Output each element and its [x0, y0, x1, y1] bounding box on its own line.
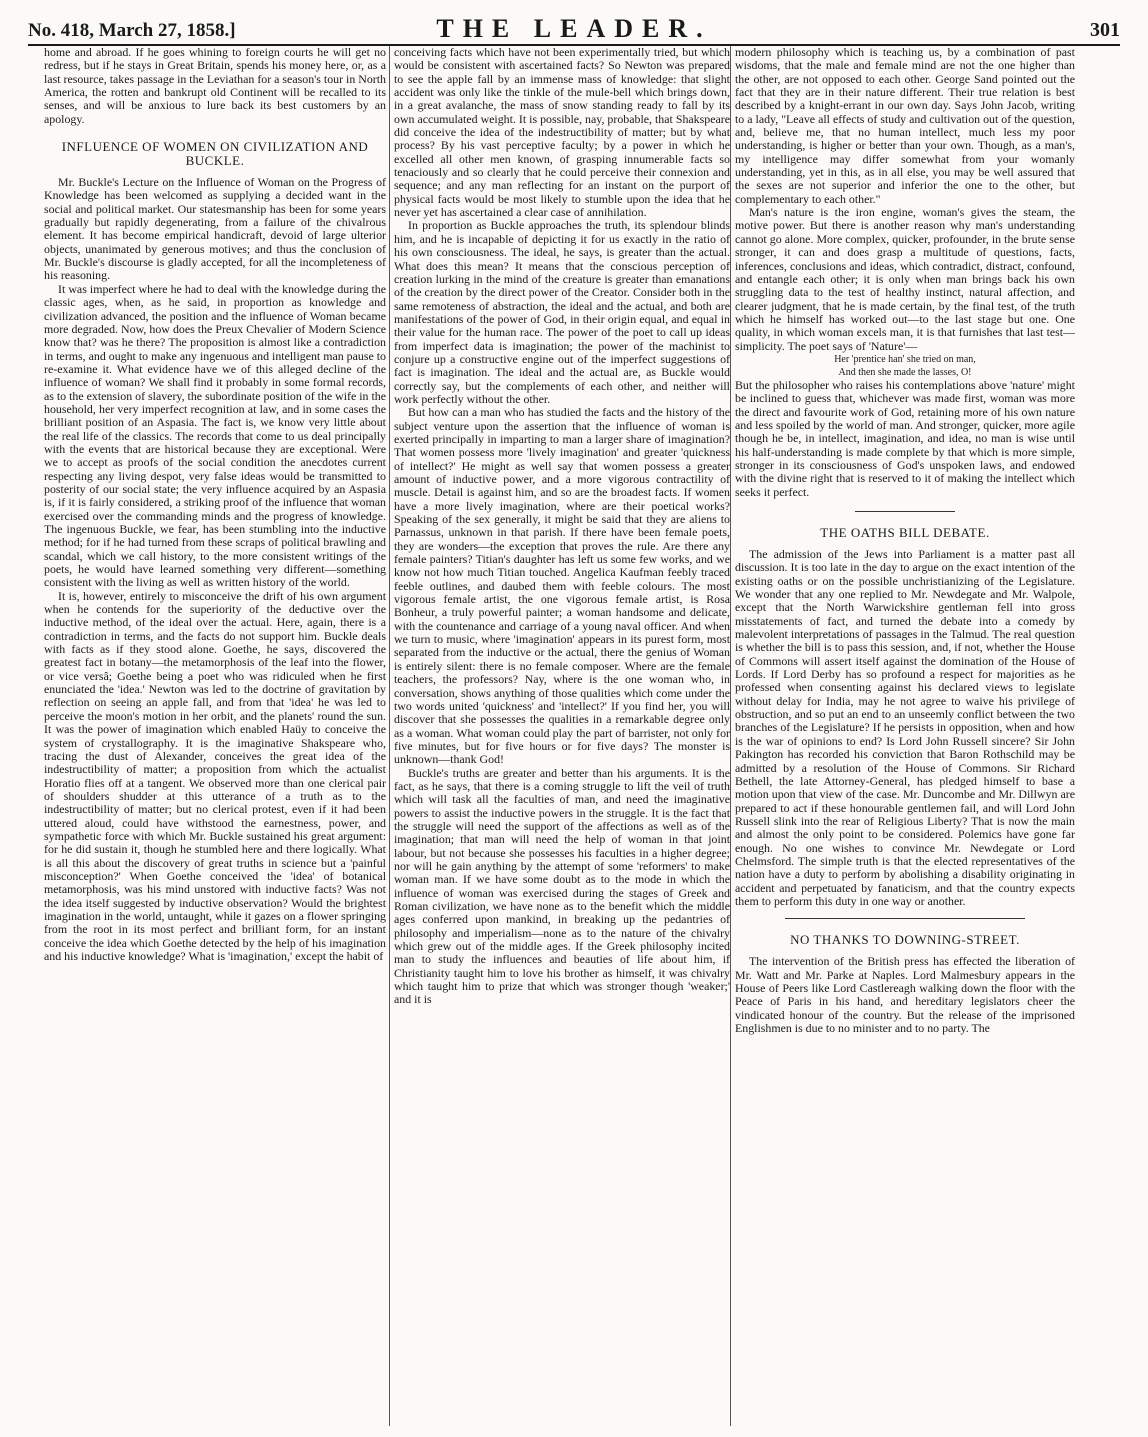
article-heading: THE OATHS BILL DEBATE. — [820, 525, 990, 540]
issue-date: No. 418, March 27, 1858.] — [28, 20, 236, 41]
paragraph: Buckle's truths are greater and better than his arguments. It is the fact, as he says, that there is a coming struggle to lift the veil of truth which will task all the faculties of man, and need the imaginative powers to assist the inductive powers in the struggle. It is the fact that the struggle will need the support of the affections as well as of the imagination; that man will need the help of woman in that joint labour, but not because she possesses his faculties in a higher degree; nor will he gain anything by the attempt of some 'reformers' to make woman man. If we have some doubt as to the mode in which the influence of woman was exercised during the stages of Greek and Roman civilization, we have none as to the benefit which the middle ages conferred upon mankind, in breaking up the pedantries of philosophy and imperialism—none as to the nature of the chivalry which grew out of the middle ages. If the Greek philosophy incited man to study the influences and beauties of life about him, if Christianity taught him to love his brother as himself, it was chivalry which taught him to prize that which was stronger though 'weaker;' and it is — [394, 765, 730, 1007]
paragraph: The intervention of the British press has effected the liberation of Mr. Watt and Mr. Parke at Naples. Lord Malmesbury appears in the House of Peers like Lord Castlereagh walking down the floor with the Peace of Paris in his hand, and hereditary legislators cheer the vindicated honour of the country. But the release of the imprisoned Englishmen is due to no minister and to no party. The — [735, 954, 1075, 1035]
page-number: 301 — [1090, 19, 1120, 41]
paragraph: home and abroad. If he goes whining to foreign courts he will get no redress, but if he stays in Great Britain, spends his money here, or, as a last resource, takes passage in the Leviathan for a season's tour in North America, the rotten and bankrupt old Continent will be recalled to its senses, and will be anxious to lure back its best customers by an apology. — [44, 46, 386, 126]
column-2 — [389, 46, 730, 1426]
masthead — [28, 8, 1120, 46]
section-divider — [785, 918, 1025, 919]
newspaper-title: THE LEADER. — [436, 14, 712, 43]
paragraph: modern philosophy which is teaching us, by a combination of past wisdoms, that the male and female mind are not the one higher than the other, are not opposed to each other. George Sand pointed out the fact that they are in their nature different. Their true relation is best described by a knight-errant in our own day. Says John Jacob, writing to a lady, "Leave all effects of study and cultivation out of the question, and, believe me, that no human intellect, much less my poor understanding, is higher or better than your own. Though, as a man's, my intelligence may differ somewhat from your womanly understanding, yet in this, as in all else, you may be well assured that the sexes are not superior and inferior the one to the other, but complementary to each other." — [735, 46, 1075, 206]
column-3 — [730, 46, 1075, 1426]
article-heading: INFLUENCE OF WOMEN ON CIVILIZATION AND BUCKLE. — [61, 139, 369, 169]
paragraph: Mr. Buckle's Lecture on the Influence of Woman on the Progress of Knowledge has been welcomed as supplying a decided want in the social and political market. Our statesmanship has been for some years gradually but rapidly degenerating, from a failure of the chivalrous element. It has become empirical handicraft, devoid of large ulterior objects, unanimated by generous motives; and thus the conclusion of Mr. Buckle's discourse is gladly accepted, for all the incompleteness of his reasoning. — [44, 175, 386, 283]
paragraph: It was imperfect where he had to deal with the knowledge during the classic ages, when, as he said, in proportion as knowledge and civilization advanced, the position and the influence of Woman became more degraded. Now, how does the Preux Chevalier of Modern Science know that? was he there? The proposition is almost like a contradiction in terms, and ought to make any ingenuous and intelligent man pause to re-examine it. What evidence have we of this alleged decline of the influence of woman? We shall find it probably in some formal records, as to the extension of slavery, the subordinate position of the wife in the household, her very imperfect recognition at law, and in some cases the brilliant position of an Aspasia. The fact is, we know very little about the real life of the classics. The records that come to us deal principally with the events that are historical because they are exceptional. Were we to accept as proofs of the social condition the anecdotes current respecting any living despot, very false ideas would be transmitted to posterity of our social state; the very influence acquired by an Aspasia is, if it is fairly considered, a striking proof of the influence that woman exercised over the commanding minds and the progress of knowledge. The ingenuous Buckle, we fear, has been stumbling into the inductive method; for if he had turned from these scraps of political brawling and scandal, which we call history, to the more consistent writings of the poets, he would have learned something very different—something consistent with the living as well as written history of the world. — [44, 281, 386, 590]
paragraph: Man's nature is the iron engine, woman's gives the steam, the motive power. But there is another reason why man's understanding cannot go alone. More complex, quicker, profounder, in the brute sense stronger, it can and does grasp a multitude of questions, facts, inferences, conclusions and ideas, which contradict, distract, confound, and entangle each other; it is only when man brings back his own struggling data to the test of healthy instinct, natural affection, and clearer judgment, that he is made certain, by the final test, of the truth which he himself has worked out—to the last stage but one. One quality, in which woman excels man, it is that furnishes that last test—simplicity. The poet says of 'Nature'— — [735, 205, 1075, 353]
column-1 — [44, 46, 386, 1426]
paragraph: But the philosopher who raises his contemplations above 'nature' might be inclined to guess that, whichever was made first, woman was more the direct and favourite work of God, retaining more of his own nature and less spoiled by the world of man. And stronger, quicker, more agile though he be, in intellect, imagination, and idea, no man is wise until his half-understanding is made complete by that which is more simple, stronger in its consciousness of God's unspoken laws, and endowed with the divine right that is reserved to it of making the intellect which seeks it perfect. — [735, 377, 1075, 499]
article-heading: NO THANKS TO DOWNING-STREET. — [790, 932, 1020, 948]
paragraph: In proportion as Buckle approaches the truth, its splendour blinds him, and he is incapable of depicting it for us exactly in the ratio of his own consciousness. The ideal, he says, is greater than the actual. What does this mean? It means that the conscious perception of creation lurking in the mind of the creature is greater than emanations of the creation by the direct power of the Creator. Consider both in the same remoteness of abstraction, the ideal and the actual, and both are manifestations of the power of God, in their origin equal, and equal in their value for the human race. The power of the poet to call up ideas from imperfect data is imagination; the power of the machinist to conjure up a constructive engine out of the imperfect suggestions of fact is imagination. The ideal and the actual are, as Buckle would correctly say, but the complements of each other, and neither will work perfectly without the other. — [394, 218, 730, 406]
paragraph: It is, however, entirely to misconceive the drift of his own argument when he contends for the superiority of the deductive over the inductive method, of the ideal over the actual. Here, again, there is a contradiction in terms, and the facts do not support him. Buckle deals with facts as if they stood alone. Goethe, he says, discovered the greatest fact in botany—the metamorphosis of the leaf into the flower, or vice versâ; Goethe being a poet who was ridiculed when he first enunciated the 'idea.' Newton was led to the doctrine of gravitation by reflection on seeing an apple fall, and from that 'idea' he was led to perceive the moon's motion in her orbit, and the planets' round the sun. It was the power of imagination which enabled Haüy to conceive the system of crystallography. It is the imaginative Shakspeare who, tracing the dust of Alexander, conceives the great idea of the indestructibility of matter; a proposition from which the actualist Horatio flies off at a tangent. We observed more than one clerical pair of shoulders shudder at this utterance of a truth as to the indestructibility of matter; but no clerical protest, even if it had been uttered aloud, could have withstood the earnestness, power, and sympathetic force with which Mr. Buckle sustained his great argument: for he did sustain it, though he stumbled here and there logically. What is all this about the discovery of great truths in science but a 'painful misconception?' When Goethe conceived the 'idea' of botanical metamorphosis, was his mind unstored with inductive facts? Was not the idea itself suggested by inductive observation? Would the brightest imagination in the world, untaught, while it gazes on a flower springing from the root in its most perfect and brilliant form, for an instant conceive the idea which Goethe detected by the help of his imagination and his inductive knowledge? What is 'imagination,' except the habit of — [44, 588, 386, 963]
paragraph: The admission of the Jews into Parliament is a matter past all discussion. It is too late in the day to argue on the exact intention of the existing oaths or on the possible unchristianizing of the Legislature. We wonder that any one replied to Mr. Newdegate and Mr. Walpole, except that the North Warwickshire gentleman fell into gross misstatements of fact, and turned the debate into a comedy by malevolent interpretations of passages in the Talmud. The real question is whether the bill is to pass this session, and, if not, whether the House of Commons will assert itself against the domination of the House of Lords. If Lord Derby has so profound a respect for majorities as he professed when consenting against his declared views to legislate without delay for India, may he not agree to waive his privilege of obstruction, and so put an end to an unseemly conflict between the two branches of the Legislature? If he persists in opposition, when and how is the war of opinions to end? Is Lord John Russell sincere? Sir John Pakington has recorded his conviction that Baron Rothschild may be admitted by a resolution of the House of Commons. Sir Richard Bethell, the late Attorney-General, has pledged himself to base a motion upon that view of the case. Mr. Duncombe and Mr. Dillwyn are prepared to act if these honourable gentlemen fail, and will Lord John Russell slink into the rear of Religious Liberty? That is now the main and almost the only point to be considered. Polemics have gone far enough. No one wishes to convince Mr. Newdegate or Lord Chelmsford. The simple truth is that the elected representatives of the nation have a duty to perform by abolishing a disability originating in accident and perpetuated by fanaticism, and that the country expects them to perform this duty in one way or another. — [735, 547, 1075, 908]
paragraph: conceiving facts which have not been experimentally tried, but which would be consistent with ascertained facts? So Newton was prepared to see the apple fall by an immense mass of knowledge: that slight accident was only like the tinkle of the mule-bell which brings down, in a great avalanche, the mass of snow standing ready to fall by its own accumulated weight. It is possible, nay, probable, that Shakspeare did conceive the idea of the indestructibility of matter; but by what process? By his vast perceptive faculty; by a power in which he excelled all other men known, of grasping innumerable facts so tenaciously and so clearly that he could perceive their connexion and sequence; and any man reflecting for an instant on the purport of physical facts would be most likely to stumble upon the idea that he never yet has ascertained a clear case of annihilation. — [394, 46, 730, 220]
verse-line: Her 'prentice han' she tried on man, — [834, 353, 976, 365]
section-divider — [855, 511, 955, 512]
verse-line: And then she made the lasses, O! — [838, 366, 972, 378]
paragraph: But how can a man who has studied the facts and the history of the subject venture upon the assertion that the influence of woman is exerted principally in imparting to man a larger share of imagination? That women possess more 'lively imagination' and greater 'quickness of intellect?' He might as well say that women possess a greater amount of inductive power, and a more vigorous contractility of muscle. Detail is against him, and so are the broadest facts. If women have a more lively imagination, where are their poetical works? Speaking of the sex generally, it might be said that they are aliens to Parnassus, unknown in that parish. If there have been female poets, they are wonders—the exception that proves the rule. Are there any female painters? Titian's daughter has left us some few works, and we know not how much Titian touched. Angelica Kaufman feebly traced feeble outlines, and daubed them with feeble colours. The most vigorous female artist, the one vigorous female artist, is Rosa Bonheur, a truly powerful painter; a woman handsome and delicate, with the countenance and carriage of a young naval officer. And when we turn to music, where 'imagination' appears in its purest form, most separated from the inductive or the actual, there the genius of Woman is entirely silent: there is no female composer. Where are the female teachers, the professors? Nay, where is the one woman who, in conversation, shows anything of those qualities which come under the two words united 'quickness' and 'intellect?' If you find her, you will discover that she possesses the qualities in a remarkable degree only as a woman. What woman could play the part of barrister, not only for five minutes, but for five hours or for five days? The monster is unknown—thank God! — [394, 405, 730, 767]
